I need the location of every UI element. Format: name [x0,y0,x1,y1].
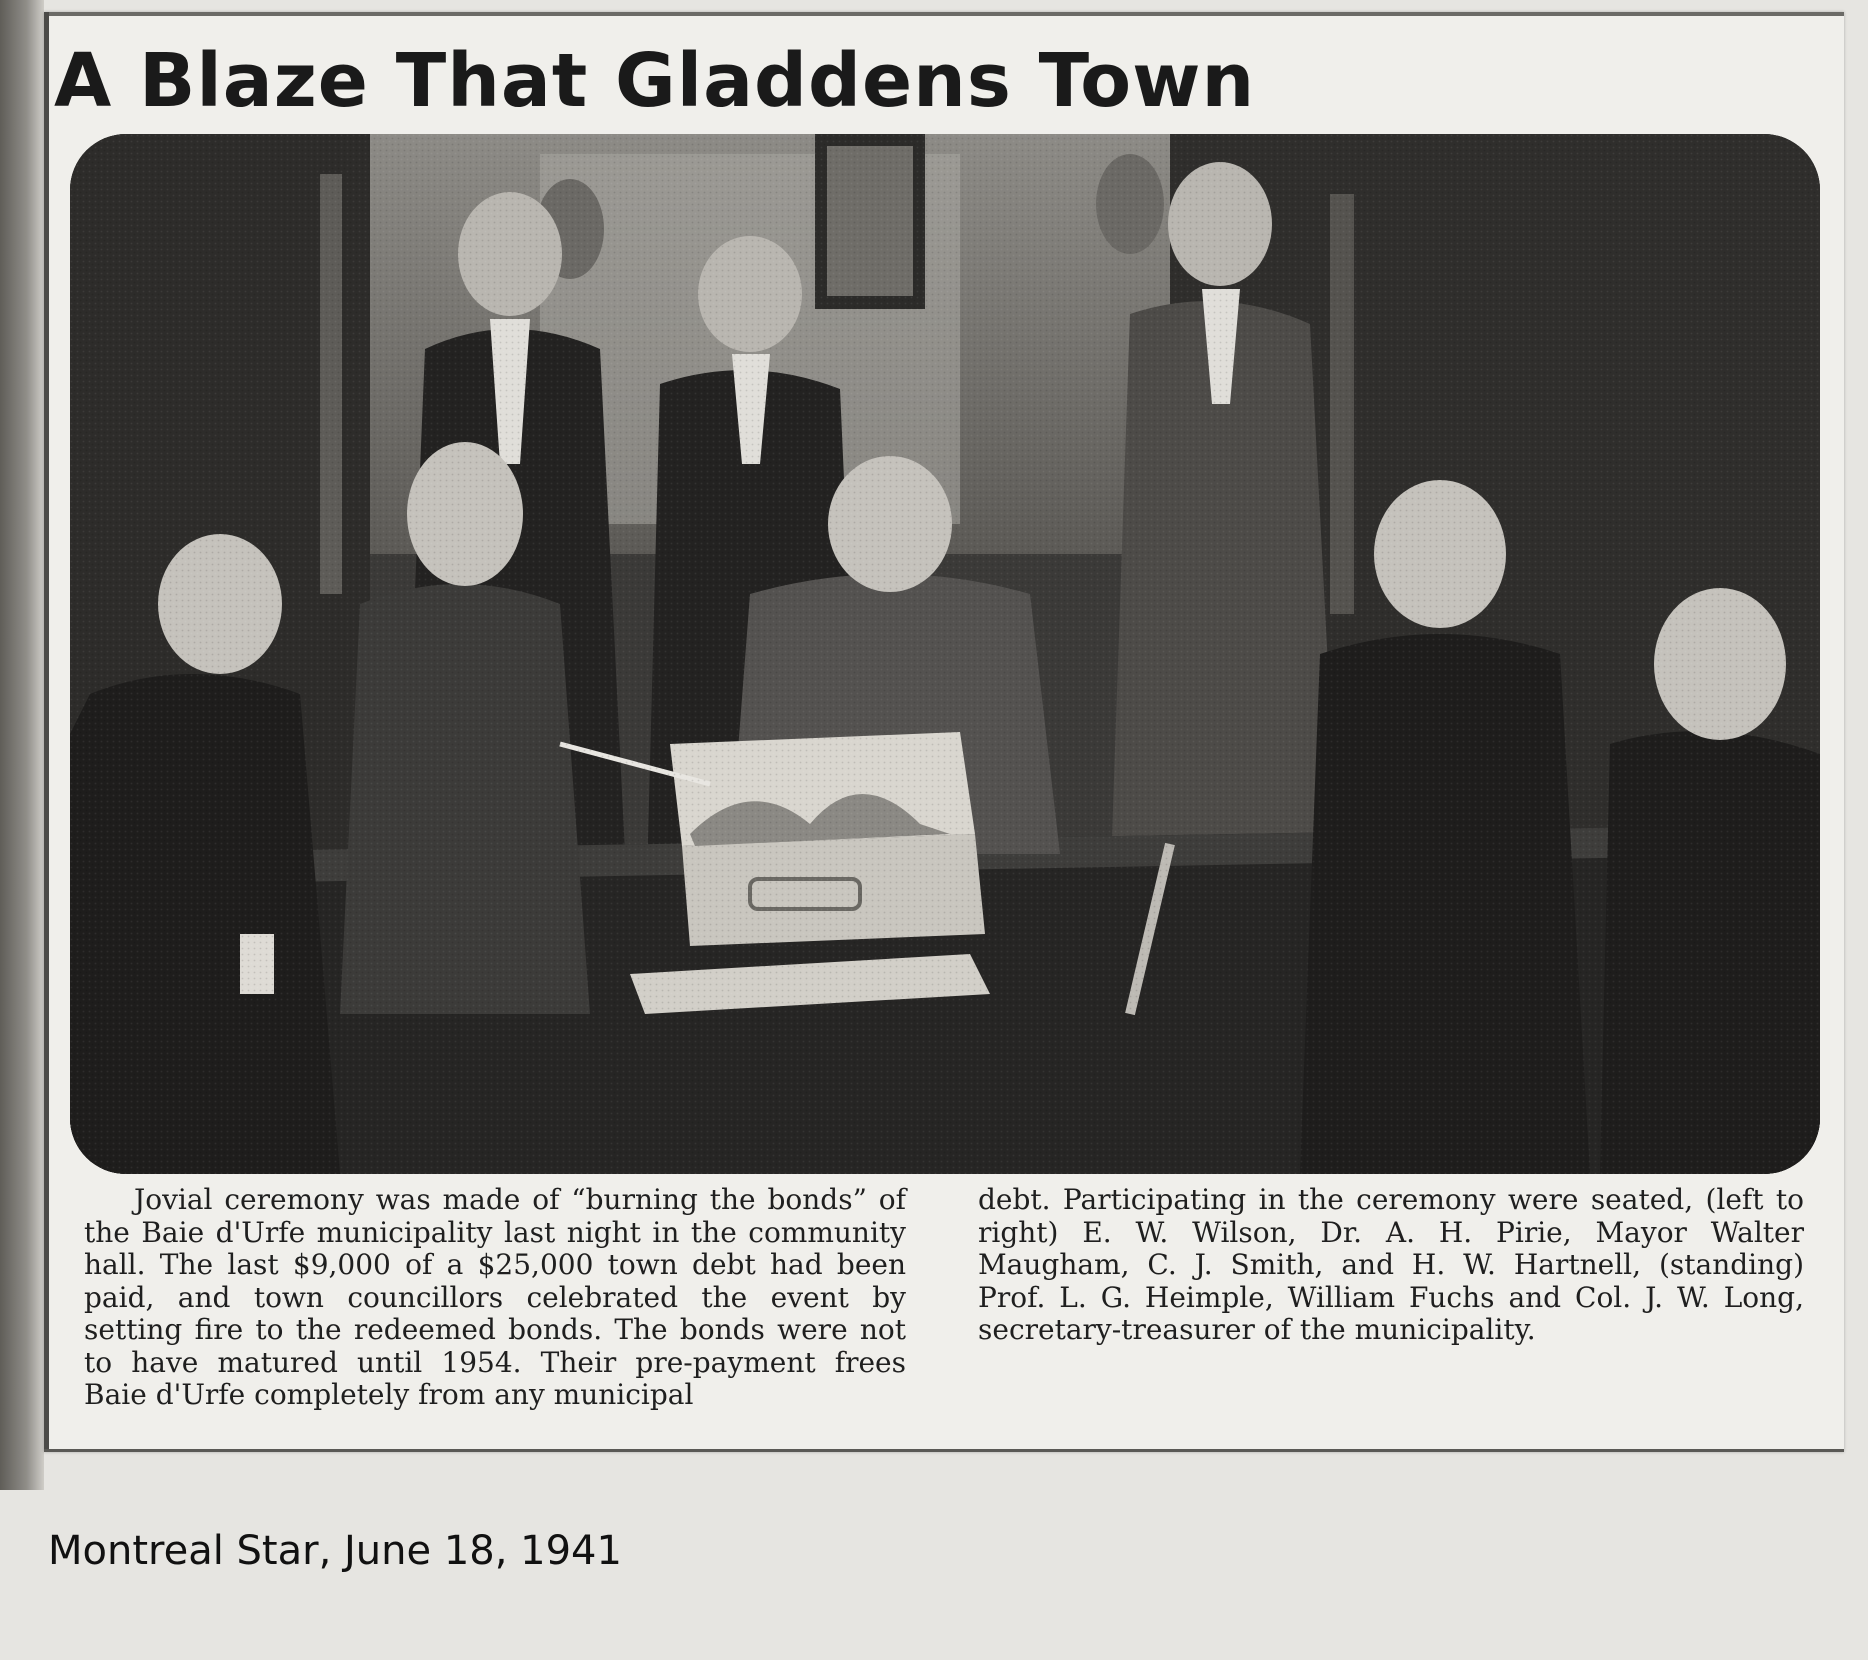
newspaper-clipping [44,12,1844,1452]
source-credit: Montreal Star, June 18, 1941 [48,1528,622,1574]
caption-left-column: Jovial ceremony was made of “burning the bonds” of the Baie d'Urfe municipality last night in the community hall. The last $9,000 of a $25,000 town debt had been paid, and town councillors celebrated the event by setting fire to the redeemed bonds. The bonds were not to have matured until 1954. Their pre-payment frees Baie d'Urfe completely from any municipal [84,1183,906,1411]
photo-page-shadow [0,0,44,1490]
caption-right-column: debt. Participating in the ceremony were seated, (left to right) E. W. Wilson, Dr. A. H. Pirie, Mayor Walter Maugham, C. J. Smith, and H. W. Hartnell, (standing) Prof. L. G. Heimple, William Fuchs and Col. J. W. Long, secretary-treasurer of the municipality. [978,1183,1804,1346]
news-photo-illustration [70,134,1820,1174]
clipping-left-edge [44,12,49,1452]
news-photo [70,134,1820,1174]
article-headline: A Blaze That Gladdens Town [54,38,1256,124]
clipping-top-edge [44,12,1844,16]
clipping-bottom-edge [44,1449,1844,1452]
